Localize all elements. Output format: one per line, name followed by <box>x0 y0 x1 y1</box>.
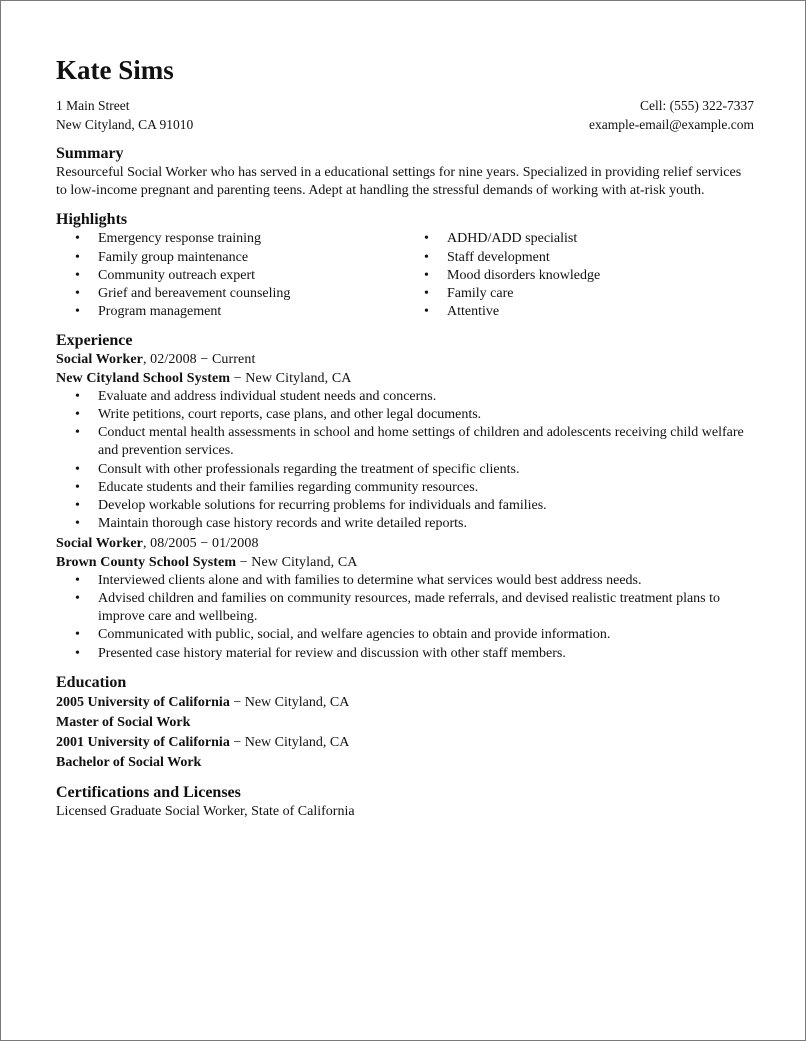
highlight-item: • Program management <box>56 303 405 321</box>
job-duty: • Develop workable solutions for recurring problems for individuals and families. <box>56 497 754 515</box>
job-duty: • Maintain thorough case history records and write detailed reports. <box>56 515 754 533</box>
email-address: example-email@example.com <box>589 117 754 132</box>
job-employer-line <box>56 370 754 388</box>
highlight-item: • Mood disorders knowledge <box>405 267 754 285</box>
highlight-item: • Staff development <box>405 249 754 267</box>
education-degree: Master of Social Work <box>56 714 191 730</box>
job-duty: • Consult with other professionals regarding the treatment of specific clients. <box>56 461 754 479</box>
candidate-name: Kate Sims <box>56 55 174 85</box>
education-location: − New Cityland, CA <box>229 694 350 710</box>
certifications-heading: Certifications and Licenses <box>56 783 241 801</box>
summary-text: Resourceful Social Worker who has served in a educational settings for nine years. Specialized in providing relief services to low-income pregnant and parenting teens. Adept at handling the stressful demands of working with at-risk youth. <box>56 165 742 199</box>
education-location: − New Cityland, CA <box>229 734 350 750</box>
job-duty: • Educate students and their families regarding community resources. <box>56 479 754 497</box>
education-heading: Education <box>56 673 127 691</box>
highlight-item: • Grief and bereavement counseling <box>56 285 405 303</box>
job-entry-1 <box>56 351 754 533</box>
job-role: Social Worker <box>56 352 143 368</box>
job-location: − New Cityland, CA <box>230 370 352 386</box>
job-title-line <box>56 535 754 553</box>
job-duty: • Advised children and families on community resources, made referrals, and devised realistic treatment plans to improve care and wellbeing. <box>56 590 754 626</box>
job-duties-list <box>56 388 754 534</box>
job-duty: • Presented case history material for review and discussion with other staff members. <box>56 645 754 663</box>
job-employer: New Cityland School System <box>56 370 231 386</box>
job-location: − New Cityland, CA <box>236 554 358 570</box>
education-school: 2001 University of California <box>56 734 230 750</box>
highlight-item: • Emergency response training <box>56 230 405 248</box>
job-dates: , 08/2005 − 01/2008 <box>142 536 259 552</box>
job-employer-line <box>56 554 754 572</box>
highlights-left-column <box>56 230 405 321</box>
job-role: Social Worker <box>56 536 143 552</box>
education-entry-2 <box>56 733 754 773</box>
highlights-list <box>56 230 754 321</box>
highlight-item: • Family care <box>405 285 754 303</box>
job-duty: • Evaluate and address individual student needs and concerns. <box>56 388 754 406</box>
highlights-heading: Highlights <box>56 211 128 229</box>
certifications-text: Licensed Graduate Social Worker, State of California <box>56 803 355 819</box>
job-duty: • Conduct mental health assessments in school and home settings of children and adolescents receiving child welfare and prevention services. <box>56 424 754 460</box>
summary-heading: Summary <box>56 145 124 162</box>
education-school: 2005 University of California <box>56 694 230 710</box>
resume-content <box>56 53 754 821</box>
experience-heading: Experience <box>56 332 133 350</box>
job-dates: , 02/2008 − Current <box>142 352 256 368</box>
address-line-2: New Cityland, CA 91010 <box>56 117 194 132</box>
job-duty: • Write petitions, court reports, case plans, and other legal documents. <box>56 406 754 424</box>
phone-number: Cell: (555) 322-7337 <box>640 98 754 113</box>
contact-row-1 <box>56 96 754 115</box>
job-entry-2 <box>56 535 754 662</box>
highlight-item: • Attentive <box>405 303 754 321</box>
job-duty: • Interviewed clients alone and with families to determine what services would best address needs. <box>56 572 754 590</box>
education-degree: Bachelor of Social Work <box>56 754 202 770</box>
job-duty: • Communicated with public, social, and welfare agencies to obtain and provide information. <box>56 626 754 644</box>
contact-row-2 <box>56 115 754 134</box>
highlights-right-column <box>405 230 754 321</box>
education-entry-1 <box>56 693 754 733</box>
address-line-1: 1 Main Street <box>56 98 130 113</box>
job-title-line <box>56 351 754 369</box>
highlight-item: • Community outreach expert <box>56 267 405 285</box>
job-duties-list <box>56 572 754 663</box>
highlight-item: • ADHD/ADD specialist <box>405 230 754 248</box>
highlight-item: • Family group maintenance <box>56 249 405 267</box>
job-employer: Brown County School System <box>56 554 237 570</box>
